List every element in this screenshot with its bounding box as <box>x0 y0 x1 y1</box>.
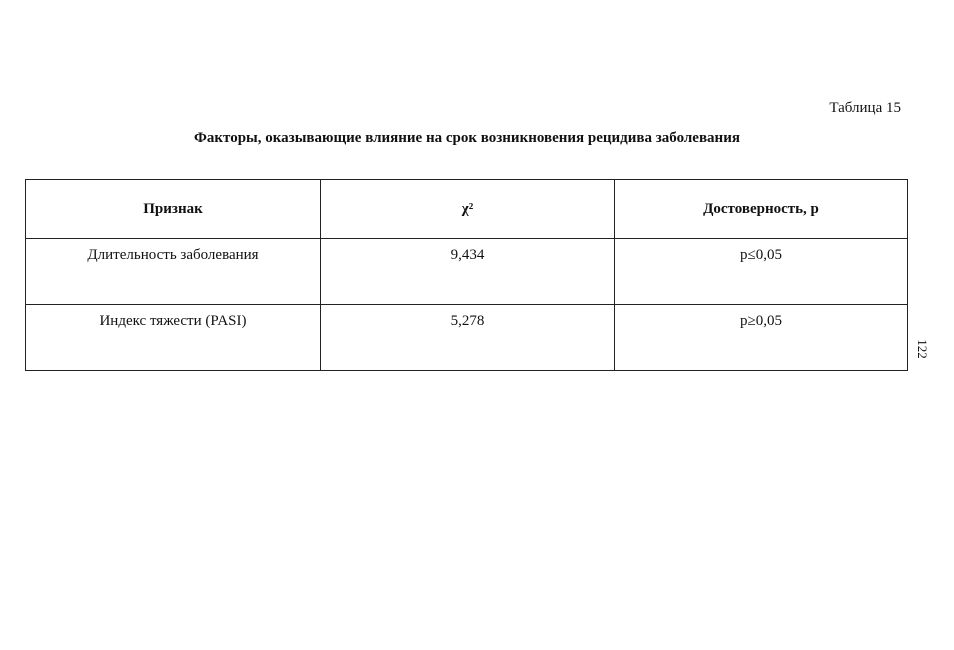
cell-chi-square: 5,278 <box>321 305 615 371</box>
cell-significance: p≤0,05 <box>615 239 908 305</box>
factors-table <box>25 179 908 371</box>
cell-significance: p≥0,05 <box>615 305 908 371</box>
cell-feature: Длительность заболевания <box>26 239 321 305</box>
page-number: 122 <box>914 339 930 359</box>
cell-feature: Индекс тяжести (PASI) <box>26 305 321 371</box>
table-row <box>26 305 908 371</box>
header-cell-significance: Достоверность, p <box>615 180 908 239</box>
table-title: Факторы, оказывающие влияние на срок возникновения рецидива заболевания <box>194 130 740 146</box>
table-header-row <box>26 180 908 239</box>
header-cell-feature: Признак <box>26 180 321 239</box>
cell-chi-square: 9,434 <box>321 239 615 305</box>
table-row <box>26 239 908 305</box>
table-number-label: Таблица 15 <box>829 100 901 116</box>
header-cell-chi-square: χ² <box>321 180 615 239</box>
